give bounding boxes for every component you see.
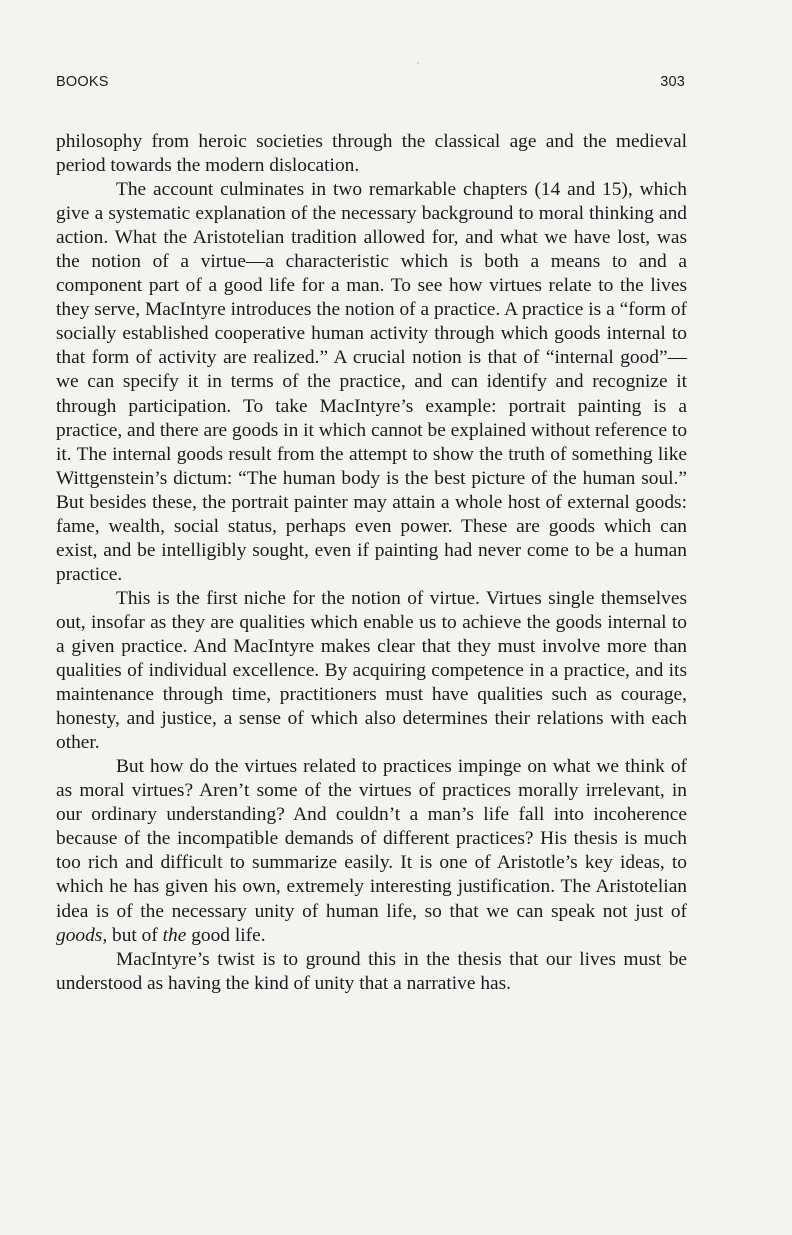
running-head — [56, 74, 685, 94]
paragraph-continuation: philosophy from heroic societies through the classical age and the medieval period towards the modern dislocation. — [56, 131, 687, 177]
paragraph-text: good life. — [186, 924, 266, 946]
italic-term: goods, — [56, 924, 108, 946]
page-number: 303 — [660, 74, 685, 90]
body-text — [56, 130, 687, 996]
paragraph — [56, 755, 687, 947]
section-title: BOOKS — [56, 74, 109, 90]
paragraph: MacIntyre’s twist is to ground this in the thesis that our lives must be understood as having the kind of unity that a narrative has. — [56, 948, 687, 994]
paper-speck — [417, 62, 419, 64]
paragraph: The account culminates in two remarkable chapters (14 and 15), which give a systematic explanation of the necessary background to moral thinking and action. What the Aristotelian tradition allowed for, and what we have lost, was the notion of a virtue—a characteristic which is both a means to and a component part of a good life for a man. To see how virtues relate to the lives they serve, MacIntyre introduces the notion of a practice. A practice is a “form of socially established cooperative human activity through which goods internal to that form of activity are realized.” A crucial notion is that of “internal good”—we can specify it in terms of the practice, and can identify and recognize it through participation. To take MacIntyre’s example: portrait painting is a practice, and there are goods in it which cannot be explained without reference to it. The internal goods result from the attempt to show the truth of something like Wittgenstein’s dictum: “The human body is the best picture of the human soul.” But besides these, the portrait painter may attain a whole host of external goods: fame, wealth, social status, perhaps even power. These are goods which can exist, and be intelligibly sought, even if painting had never come to be a human practice. — [56, 179, 688, 585]
paragraph: This is the first niche for the notion of virtue. Virtues single themselves out, insofar as they are qualities which enable us to achieve the goods internal to a given practice. And MacIntyre makes clear that they must involve more than qualities of individual excellence. By acquiring competence in a practice, and its maintenance through time, practitioners must have qualities such as courage, honesty, and justice, a sense of which also determines their relations with each other. — [56, 587, 687, 754]
italic-term: the — [162, 924, 187, 946]
paragraph-text: But how do the virtues related to practices impinge on what we think of as moral virtues? Aren’t some of the virtues of practices morally irrelevant, in our ordinary understanding? And couldn’t a man’s life fall into incoherence because of the incompatible demands of different practices? His thesis is much too rich and difficult to summarize easily. It is one of Aristotle’s key ideas, to which he has given his own, extremely interesting justification. The Aristotelian idea is of the necessary unity of human life, so that we can speak not just of — [56, 756, 687, 922]
paragraph-text: but of — [107, 924, 163, 946]
